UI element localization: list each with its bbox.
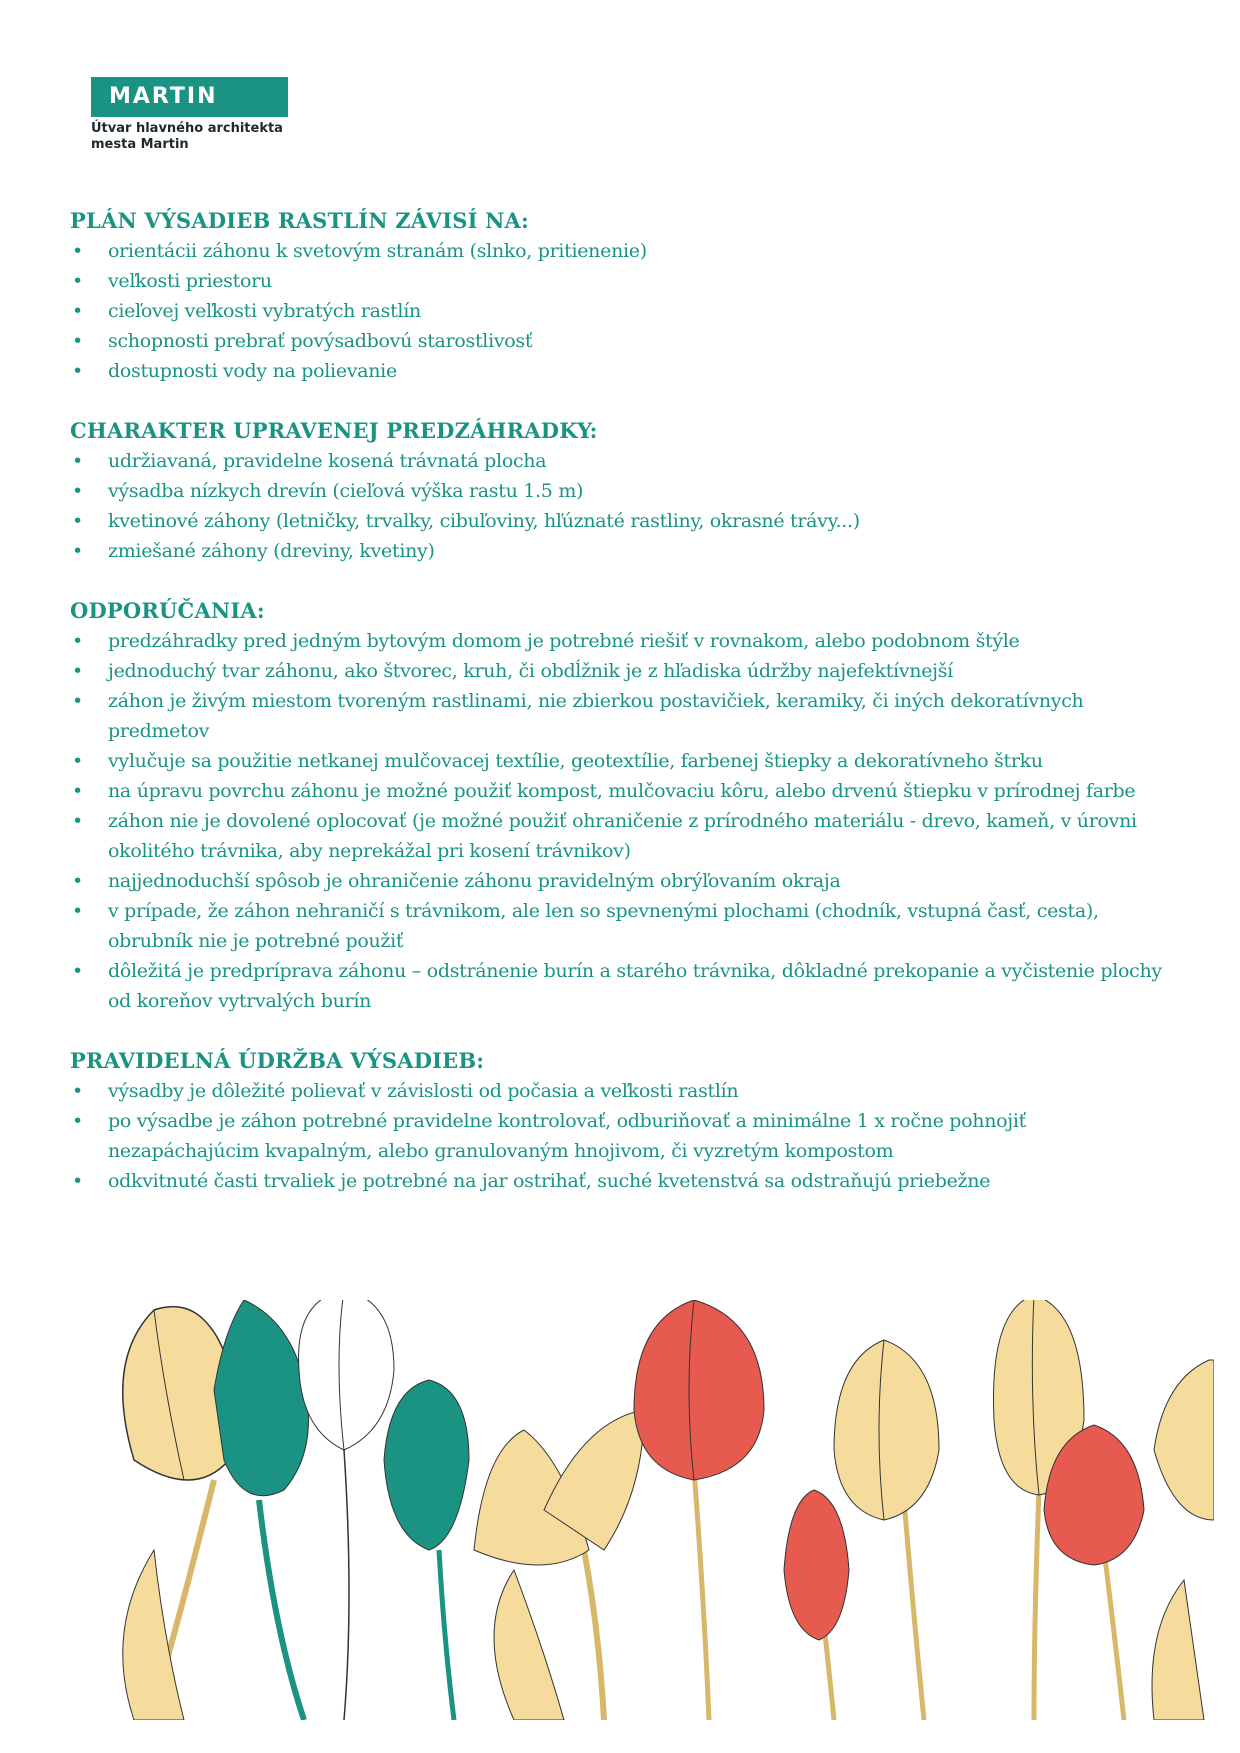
logo-subtitle (91, 121, 291, 153)
bullet-item: • veľkosti priestoru (70, 266, 1180, 296)
bullet-list (70, 1076, 1180, 1196)
bullet-list (70, 236, 1180, 386)
bullet-item: • dostupnosti vody na polievanie (70, 356, 1180, 386)
section-heading: ODPORÚČANIA: (70, 598, 265, 623)
bullet-item: • výsadba nízkych drevín (cieľová výška rastu 1.5 m) (70, 476, 1180, 506)
bullet-item: • najjednoduchší spôsob je ohraničenie záhonu pravidelným obrýľovaním okraja (70, 866, 1180, 896)
document-body (70, 206, 1180, 1226)
bullet-item: • v prípade, že záhon nehraničí s trávnikom, ale len so spevnenými plochami (chodník, vstupná časť, cesta), obrubník nie je potrebné použiť (70, 896, 1180, 956)
logo-subtitle-line1: Útvar hlavného architekta (91, 121, 283, 136)
section-heading: PRAVIDELNÁ ÚDRŽBA VÝSADIEB: (70, 1048, 485, 1073)
bullet-item: • jednoduchý tvar záhonu, ako štvorec, kruh, či obdĺžnik je z hľadiska údržby najefektívnejší (70, 656, 1180, 686)
bullet-item: • vylučuje sa použitie netkanej mulčovacej textílie, geotextílie, farbenej štiepky a dekoratívneho štrku (70, 746, 1180, 776)
bullet-item: • predzáhradky pred jedným bytovým domom je potrebné riešiť v rovnakom, alebo podobnom štýle (70, 626, 1180, 656)
bullet-item: • na úpravu povrchu záhonu je možné použiť kompost, mulčovaciu kôru, alebo drvenú štiepku v prírodnej farbe (70, 776, 1180, 806)
tulip-illustration (44, 1300, 1214, 1720)
bullet-list (70, 446, 1180, 566)
bullet-item: • odkvitnuté časti trvaliek je potrebné na jar ostrihať, suché kvetenstvá sa odstraňujú priebežne (70, 1166, 1180, 1196)
bullet-list (70, 626, 1180, 1016)
bullet-item: • zmiešané záhony (dreviny, kvetiny) (70, 536, 1180, 566)
logo-subtitle-line2: mesta Martin (91, 137, 189, 152)
logo-word: MARTIN (109, 84, 218, 109)
logo-bar (91, 77, 288, 117)
section-heading: PLÁN VÝSADIEB RASTLÍN ZÁVISÍ NA: (70, 208, 529, 233)
section-heading: CHARAKTER UPRAVENEJ PREDZÁHRADKY: (70, 418, 598, 443)
martin-logo (91, 77, 291, 153)
bullet-item: • udržiavaná, pravidelne kosená trávnatá plocha (70, 446, 1180, 476)
bullet-item: • schopnosti prebrať povýsadbovú starostlivosť (70, 326, 1180, 356)
bullet-item: • orientácii záhonu k svetovým stranám (slnko, pritienenie) (70, 236, 1180, 266)
bullet-item: • záhon je živým miestom tvoreným rastlinami, nie zbierkou postavičiek, keramiky, či iných dekoratívnych predmetov (70, 686, 1180, 746)
bullet-item: • po výsadbe je záhon potrebné pravidelne kontrolovať, odburiňovať a minimálne 1 x ročne pohnojiť nezapáchajúcim kvapalným, alebo granulovaným hnojivom, či vyzretým kompostom (70, 1106, 1180, 1166)
bullet-item: • záhon nie je dovolené oplocovať (je možné použiť ohraničenie z prírodného materiálu - drevo, kameň, v úrovni okolitého trávnika, aby neprekážal pri kosení trávnikov) (70, 806, 1180, 866)
bullet-item: • výsadby je dôležité polievať v závislosti od počasia a veľkosti rastlín (70, 1076, 1180, 1106)
bullet-item: • kvetinové záhony (letničky, trvalky, cibuľoviny, hľúznaté rastliny, okrasné trávy...) (70, 506, 1180, 536)
bullet-item: • cieľovej veľkosti vybratých rastlín (70, 296, 1180, 326)
bullet-item: • dôležitá je predpríprava záhonu – odstránenie burín a starého trávnika, dôkladné prekopanie a vyčistenie plochy od koreňov vytrvalých burín (70, 956, 1180, 1016)
